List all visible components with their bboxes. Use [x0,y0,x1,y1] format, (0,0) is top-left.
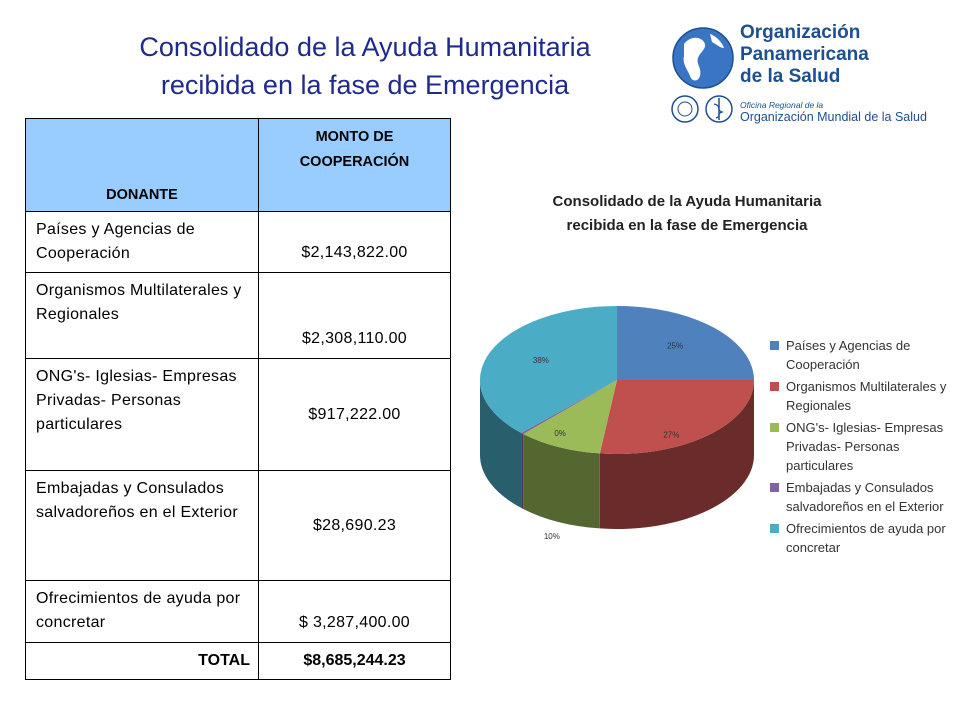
logo-org-name [740,22,869,88]
slide-title [70,28,660,104]
donor-cell: Organismos Multilaterales y Regionales [26,273,259,359]
legend-item [770,519,960,557]
table-row [26,359,451,471]
legend-swatch [770,382,779,391]
donor-cell: Ofrecimientos de ayuda por concretar [26,581,259,643]
table-row [26,581,451,643]
legend-label: Países y Agencias de Cooperación [786,338,911,372]
legend-swatch [770,341,779,350]
legend-label: Embajadas y Consulados salvadoreños en el Exterior [786,480,944,514]
total-label: TOTAL [26,643,259,680]
table-row [26,471,451,581]
emblem-icon [670,94,700,124]
pie-chart [472,180,952,560]
donors-table [25,118,451,680]
amount-cell: $2,143,822.00 [259,212,451,273]
legend-item [770,418,960,475]
chart-title-line2: recibida en la fase de Emergencia [566,217,808,234]
amount-cell: $ 3,287,400.00 [259,581,451,643]
donor-cell: ONG's- Iglesias- Empresas Privadas- Personas particulares [26,359,259,471]
pie-data-label: 10% [543,532,560,542]
who-emblem-icon [704,94,734,124]
legend-label: ONG's- Iglesias- Empresas Privadas- Personas particulares [786,420,944,473]
pie-data-label: 38% [532,356,549,366]
logo-name-line3: de la Salud [740,66,841,87]
amount-cell: $2,308,110.00 [259,273,451,359]
logo-subtitle-2: Organización Mundial de la Salud [740,110,927,124]
legend-swatch [770,524,779,533]
legend-item [770,478,960,516]
legend-item [770,377,960,415]
table-row [26,212,451,273]
header-donor: DONANTE [26,119,259,212]
logo-name-line2: Panamericana [740,44,869,65]
chart-legend [770,336,960,560]
header-amount: MONTO DE COOPERACIÓN [259,119,451,212]
slide-title-line2: recibida en la fase de Emergencia [160,70,570,100]
amount-cell: $28,690.23 [259,471,451,581]
chart-title-line1: Consolidado de la Ayuda Humanitaria [552,193,822,210]
legend-item [770,336,960,374]
legend-label: Ofrecimientos de ayuda por concretar [786,521,946,555]
legend-swatch [770,483,779,492]
paho-logo [668,14,938,126]
pie-data-label: 0% [554,429,566,439]
donor-cell: Países y Agencias de Cooperación [26,212,259,273]
globe-icon [670,22,736,102]
slide-title-line1: Consolidado de la Ayuda Humanitaria [139,32,591,62]
logo-subtitle-1: Oficina Regional de la [740,100,824,110]
amount-cell: $917,222.00 [259,359,451,471]
total-value: $8,685,244.23 [259,643,451,680]
pie-chart-svg [472,180,772,560]
table-total-row [26,643,451,680]
table-header-row [26,119,451,212]
table-row [26,273,451,359]
donor-cell: Embajadas y Consulados salvadoreños en el Exterior [26,471,259,581]
pie-slice [617,306,754,380]
legend-swatch [770,423,779,432]
logo-name-line1: Organización [740,22,861,43]
pie-data-label: 25% [667,341,684,351]
legend-label: Organismos Multilaterales y Regionales [786,379,947,413]
pie-slice-side [521,433,523,509]
pie-data-label: 27% [663,430,680,440]
